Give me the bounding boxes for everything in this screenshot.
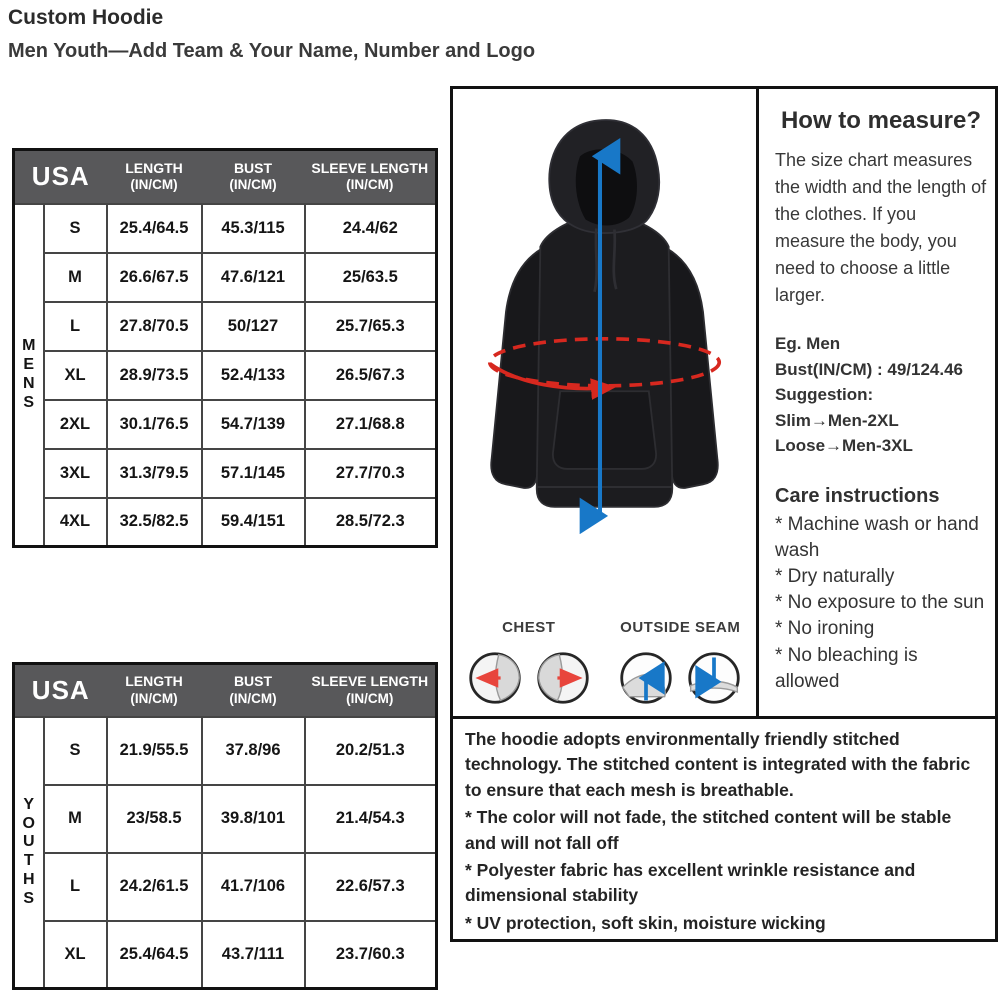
bust-header: BUST (IN/CM) — [202, 150, 305, 204]
cell-size: S — [44, 204, 107, 253]
cell-bust: 52.4/133 — [202, 351, 305, 400]
group-label-youths: YOUTHS — [14, 717, 44, 989]
cell-length: 21.9/55.5 — [107, 717, 202, 785]
how-to-measure-panel — [756, 89, 995, 716]
table-row — [14, 717, 437, 785]
cell-size: 4XL — [44, 498, 107, 547]
cell-length: 23/58.5 — [107, 785, 202, 853]
outside-seam-label: OUTSIDE SEAM — [620, 619, 741, 636]
seam-measure-down-icon — [686, 650, 742, 706]
description-bullet: * UV protection, soft skin, moisture wicking — [465, 912, 826, 933]
how-to-measure-heading: How to measure? — [780, 107, 982, 134]
cell-sleeve: 26.5/67.3 — [305, 351, 437, 400]
hoodie-image — [453, 93, 756, 581]
cell-size: 3XL — [44, 449, 107, 498]
cell-sleeve: 21.4/54.3 — [305, 785, 437, 853]
cell-bust: 54.7/139 — [202, 400, 305, 449]
table-row — [14, 351, 437, 400]
example-line: Suggestion: — [775, 385, 874, 404]
chest-label: CHEST — [502, 619, 556, 636]
cell-sleeve: 27.1/68.8 — [305, 400, 437, 449]
table-row — [14, 204, 437, 253]
usa-header: USA — [14, 150, 107, 204]
table-row — [14, 498, 437, 547]
table-row — [14, 785, 437, 853]
cell-size: M — [44, 253, 107, 302]
seam-measure-up-icon — [618, 650, 674, 706]
cell-bust: 47.6/121 — [202, 253, 305, 302]
hoodie-photo-pane — [453, 89, 756, 716]
cell-bust: 50/127 — [202, 302, 305, 351]
cell-length: 28.9/73.5 — [107, 351, 202, 400]
cell-bust: 39.8/101 — [202, 785, 305, 853]
care-item: * No ironing — [775, 618, 875, 640]
sleeve-header: SLEEVE LENGTH (IN/CM) — [305, 150, 437, 204]
page-title: Custom Hoodie — [8, 6, 164, 29]
description-bullet: * The color will not fade, the stitched content will be stable and will not fall off — [465, 807, 952, 853]
cell-sleeve: 27.7/70.3 — [305, 449, 437, 498]
description-intro: The hoodie adopts environmentally friendly stitched technology. The stitched content is integrated with the fabric to ensure that each mesh is breathable. — [465, 729, 971, 800]
cell-sleeve: 23.7/60.3 — [305, 921, 437, 989]
cell-size: S — [44, 717, 107, 785]
outside-seam-group — [618, 619, 742, 706]
care-item: * No exposure to the sun — [775, 592, 985, 614]
cell-length: 25.4/64.5 — [107, 921, 202, 989]
table-row — [14, 253, 437, 302]
table-row — [14, 302, 437, 351]
cell-sleeve: 22.6/57.3 — [305, 853, 437, 921]
product-description-box — [450, 716, 998, 942]
chest-measure-right-icon — [535, 650, 591, 706]
cell-size: M — [44, 785, 107, 853]
cell-length: 31.3/79.5 — [107, 449, 202, 498]
cell-bust: 37.8/96 — [202, 717, 305, 785]
table-row — [14, 449, 437, 498]
description-bullet: * Polyester fabric has excellent wrinkle resistance and dimensional stability — [465, 859, 916, 906]
mens-size-table — [12, 148, 438, 548]
cell-size: L — [44, 302, 107, 351]
cell-bust: 43.7/111 — [202, 921, 305, 989]
example-line: Bust(IN/CM) : 49/124.46 — [775, 359, 963, 379]
cell-size: L — [44, 853, 107, 921]
table-row — [14, 853, 437, 921]
bust-header: BUST (IN/CM) — [202, 664, 305, 717]
sleeve-header: SLEEVE LENGTH (IN/CM) — [305, 664, 437, 717]
measure-section — [450, 86, 998, 719]
chest-group — [467, 619, 591, 706]
usa-header: USA — [14, 664, 107, 717]
cell-size: XL — [44, 351, 107, 400]
care-item: * Machine wash or hand wash — [775, 513, 979, 561]
example-line: Eg. Men — [775, 334, 841, 353]
care-heading: Care instructions — [775, 484, 940, 507]
cell-sleeve: 25.7/65.3 — [305, 302, 437, 351]
cell-size: XL — [44, 921, 107, 989]
youths-size-table — [12, 662, 438, 990]
cell-sleeve: 28.5/72.3 — [305, 498, 437, 547]
care-item: * No bleaching is allowed — [775, 644, 918, 692]
table-header-row — [14, 150, 437, 204]
cell-length: 32.5/82.5 — [107, 498, 202, 547]
care-instructions — [775, 485, 987, 696]
table-row — [14, 400, 437, 449]
page-subtitle: Men Youth—Add Team & Your Name, Number and Logo — [8, 40, 536, 62]
table-row — [14, 921, 437, 989]
cell-bust: 59.4/151 — [202, 498, 305, 547]
cell-bust: 45.3/115 — [202, 204, 305, 253]
cell-length: 27.8/70.5 — [107, 302, 202, 351]
group-label-mens: MENS — [14, 204, 44, 547]
table-header-row — [14, 664, 437, 717]
length-header: LENGTH (IN/CM) — [107, 664, 202, 717]
chest-measure-left-icon — [467, 650, 523, 706]
cell-bust: 57.1/145 — [202, 449, 305, 498]
sizing-example — [775, 331, 987, 459]
length-header: LENGTH (IN/CM) — [107, 150, 202, 204]
care-item: * Dry naturally — [775, 565, 895, 587]
cell-sleeve: 20.2/51.3 — [305, 717, 437, 785]
cell-length: 25.4/64.5 — [107, 204, 202, 253]
cell-length: 26.6/67.5 — [107, 253, 202, 302]
how-to-measure-text: The size chart measures the width and the length of the clothes. If you measure the body, you need to choose a little larger. — [775, 150, 987, 305]
cell-length: 30.1/76.5 — [107, 400, 202, 449]
measure-icons-strip — [453, 619, 756, 706]
cell-sleeve: 25/63.5 — [305, 253, 437, 302]
cell-bust: 41.7/106 — [202, 853, 305, 921]
example-line: Slim→Men-2XL — [775, 410, 899, 430]
cell-length: 24.2/61.5 — [107, 853, 202, 921]
cell-sleeve: 24.4/62 — [305, 204, 437, 253]
example-line: Loose→Men-3XL — [775, 436, 913, 455]
cell-size: 2XL — [44, 400, 107, 449]
